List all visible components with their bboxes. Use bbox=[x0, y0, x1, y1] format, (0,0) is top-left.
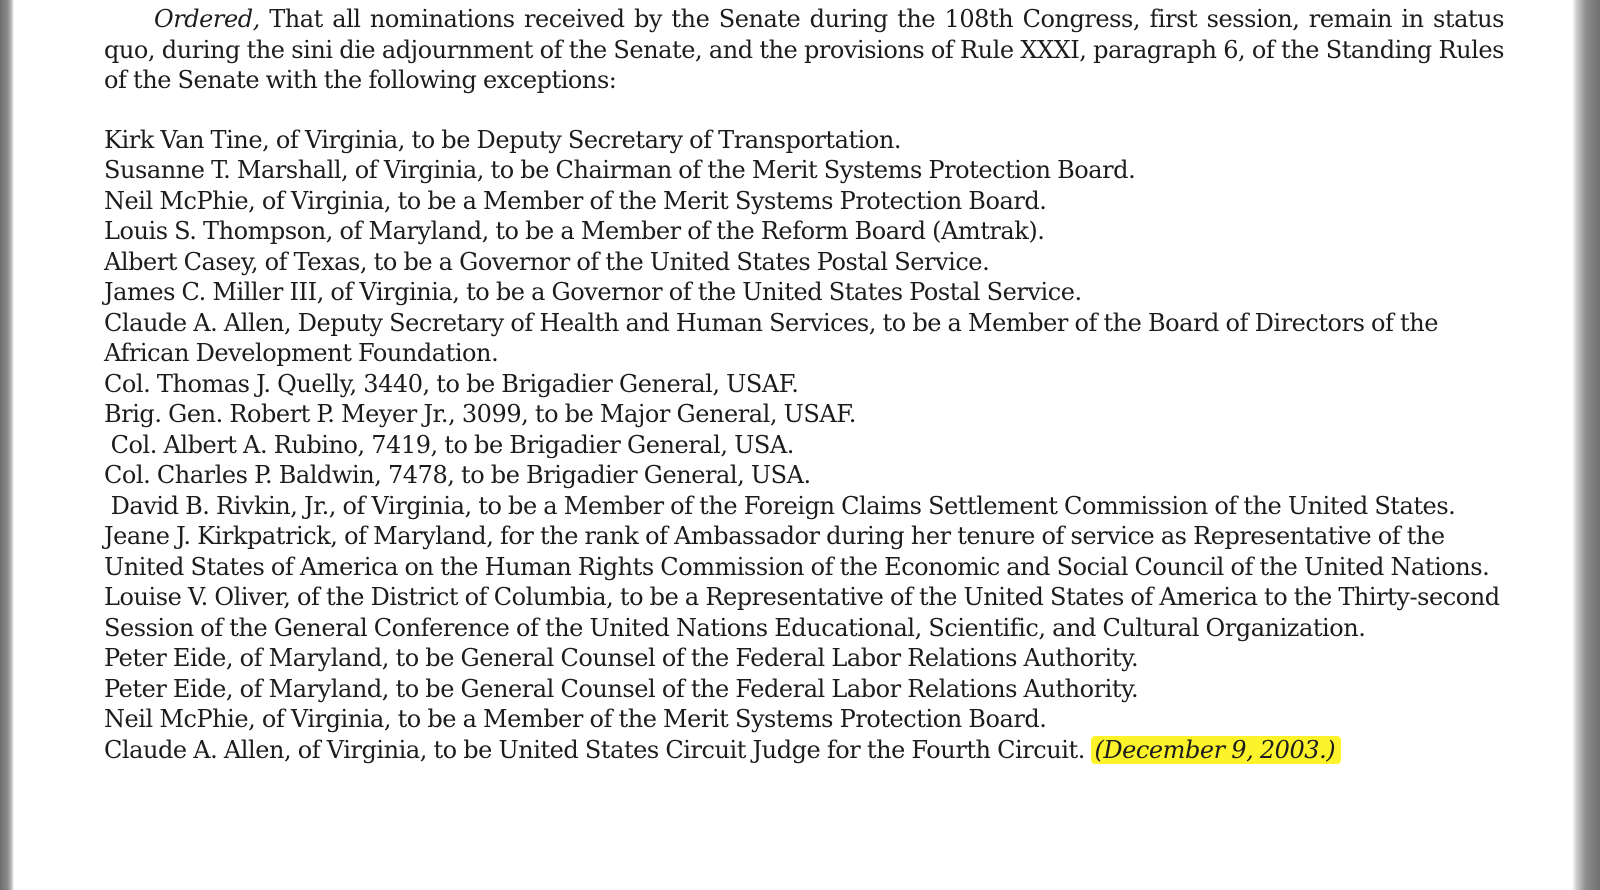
order-paragraph bbox=[104, 4, 1504, 96]
nomination-item: Susanne T. Marshall, of Virginia, to be Chairman of the Merit Systems Protection Board. bbox=[104, 156, 1136, 184]
highlighted-date: (December 9, 2003.) bbox=[1091, 736, 1341, 764]
right-page-margin bbox=[1572, 0, 1600, 890]
nomination-item: Neil McPhie, of Virginia, to be a Member of the Merit Systems Protection Board. bbox=[104, 186, 1047, 215]
nomination-item: Jeane J. Kirkpatrick, of Maryland, for the rank of Ambassador during her tenure of service as Representative of the United States of America on the Human Rights Commission of the Economic and Social Council of the United Nations. bbox=[104, 522, 1490, 581]
nomination-item: Col. Thomas J. Quelly, 3440, to be Brigadier General, USAF. bbox=[104, 369, 799, 398]
nomination-item: David B. Rivkin, Jr., of Virginia, to be a Member of the Foreign Claims Settlement Commission of the United States. bbox=[104, 491, 1456, 520]
order-lead-word: Ordered, bbox=[154, 5, 260, 33]
nomination-item: Neil McPhie, of Virginia, to be a Member of the Merit Systems Protection Board. bbox=[104, 705, 1047, 733]
final-nomination bbox=[104, 735, 1504, 766]
nomination-item: Louise V. Oliver, of the District of Columbia, to be a Representative of the United States of America to the Thirty-second Session of the General Conference of the United Nations Educational, Scientific, and Cultural Organization. bbox=[104, 583, 1507, 642]
final-nomination-text: Claude A. Allen, of Virginia, to be United States Circuit Judge for the Fourth Circuit. bbox=[104, 735, 1092, 764]
nomination-item: Brig. Gen. Robert P. Meyer Jr., 3099, to be Major General, USAF. bbox=[104, 400, 856, 428]
nomination-item: Kirk Van Tine, of Virginia, to be Deputy Secretary of Transportation. bbox=[104, 125, 902, 154]
order-text: That all nominations received by the Senate during the 108th Congress, first session, remain in status quo, during the sini die adjournment of the Senate, and the provisions of Rule XXXI, paragraph 6, of the Standing Rules of the Senate with the following exceptions: bbox=[104, 5, 1504, 94]
nomination-item: Peter Eide, of Maryland, to be General Counsel of the Federal Labor Relations Authority. bbox=[104, 644, 1139, 672]
nomination-item: James C. Miller III, of Virginia, to be a Governor of the United States Postal Service. bbox=[104, 278, 1082, 306]
left-page-margin bbox=[0, 0, 14, 890]
nomination-item: Col. Charles P. Baldwin, 7478, to be Brigadier General, USA. bbox=[104, 461, 811, 489]
nomination-item: Col. Albert A. Rubino, 7419, to be Brigadier General, USA. bbox=[104, 430, 794, 459]
nomination-item: Peter Eide, of Maryland, to be General Counsel of the Federal Labor Relations Authority. bbox=[104, 674, 1139, 703]
nomination-list bbox=[104, 125, 1507, 735]
nomination-item: Claude A. Allen, Deputy Secretary of Health and Human Services, to be a Member of the Board of Directors of the African Development Foundation. bbox=[104, 308, 1445, 367]
nomination-item: Louis S. Thompson, of Maryland, to be a Member of the Reform Board (Amtrak). bbox=[104, 217, 1045, 245]
document-page bbox=[104, 4, 1507, 765]
nomination-item: Albert Casey, of Texas, to be a Governor of the United States Postal Service. bbox=[104, 247, 990, 276]
